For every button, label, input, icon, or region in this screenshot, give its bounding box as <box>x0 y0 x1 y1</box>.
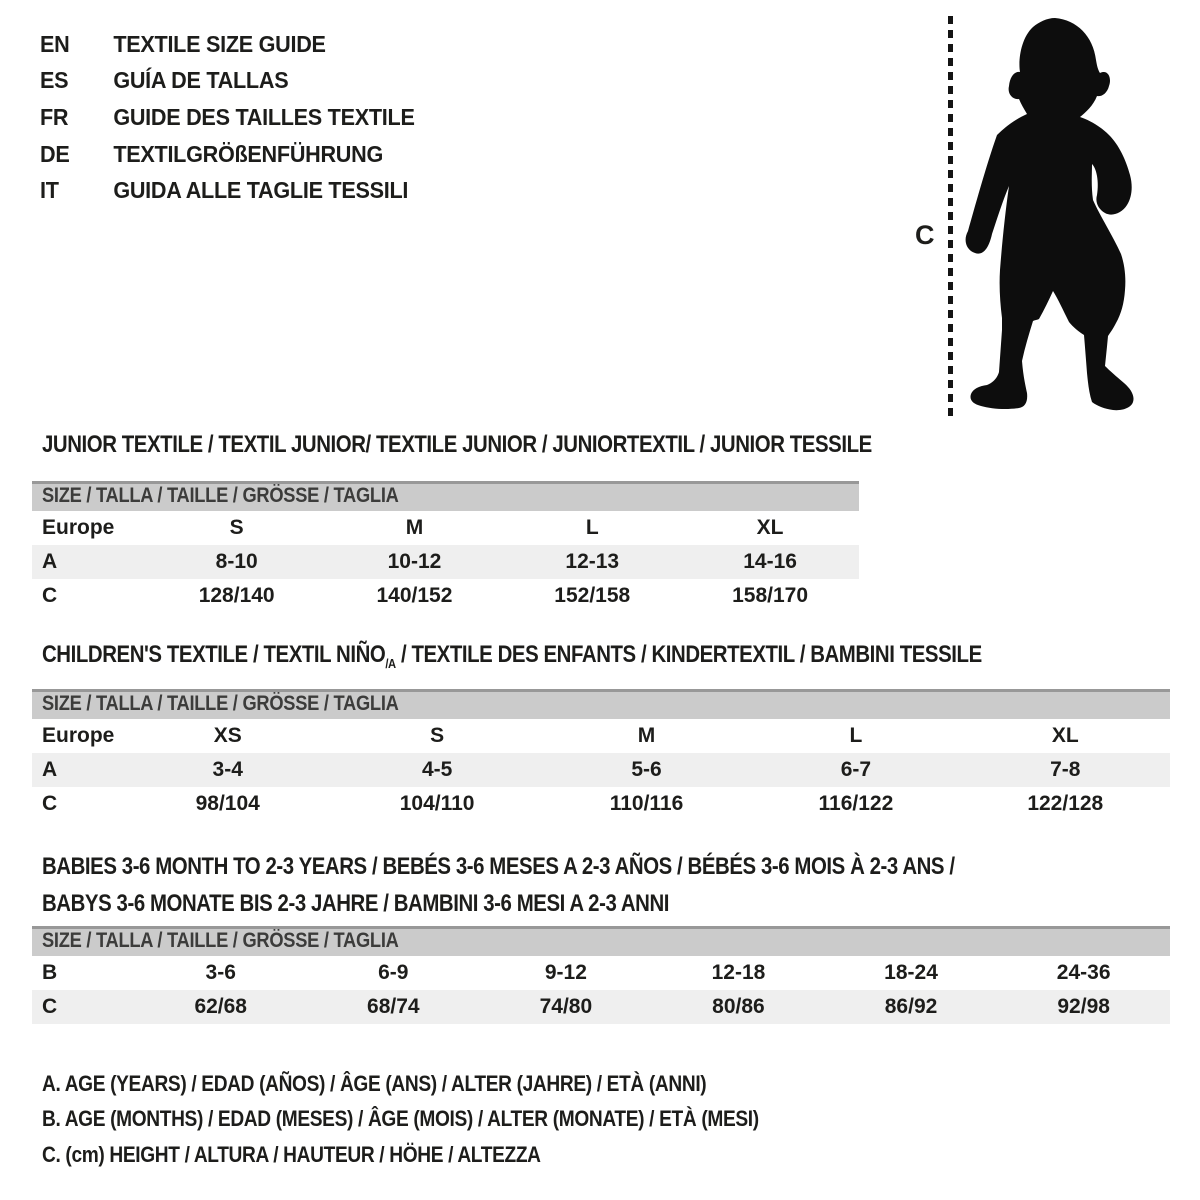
table-cell: 3-4 <box>123 753 332 787</box>
table-cell: Europe <box>42 723 115 747</box>
language-row <box>40 63 415 100</box>
table-header-label: SIZE / TALLA / TAILLE / GRÖSSE / TAGLIA <box>42 484 399 508</box>
language-title: GUÍA DE TALLAS <box>113 67 289 94</box>
children-title-pre: CHILDREN'S TEXTILE / TEXTIL NIÑO <box>42 641 386 668</box>
language-code: FR <box>40 103 69 130</box>
table-cell: 6-7 <box>751 753 960 787</box>
babies-size-table <box>32 926 1170 1024</box>
table-cell: 80/86 <box>652 990 825 1024</box>
language-code: ES <box>40 67 69 94</box>
table-cell: 24-36 <box>1056 960 1111 984</box>
table-cell: 12-13 <box>503 545 681 579</box>
table-cell: 4-5 <box>332 753 541 787</box>
children-size-table <box>32 689 1170 821</box>
table-cell: 152/158 <box>554 583 631 607</box>
language-title-list <box>40 26 439 209</box>
table-cell: S <box>430 723 445 747</box>
table-cell: XL <box>1051 723 1079 747</box>
language-code: IT <box>40 177 59 204</box>
babies-title-line2: BABYS 3-6 MONATE BIS 2-3 JAHRE / BAMBINI 3-6 MESI A 2-3 ANNI <box>42 889 670 917</box>
legend-line-b: B. AGE (MONTHS) / EDAD (MESES) / ÂGE (MOIS) / ALTER (MONATE) / ETÀ (MESI) <box>42 1106 759 1132</box>
table-cell: 9-12 <box>544 960 587 984</box>
table-cell: 92/98 <box>997 990 1170 1024</box>
table-cell: C <box>32 990 134 1024</box>
table-cell: 110/116 <box>609 791 684 815</box>
table-row <box>32 579 859 613</box>
junior-section-title: JUNIOR TEXTILE / TEXTIL JUNIOR/ TEXTILE JUNIOR / JUNIORTEXTIL / JUNIOR TESSILE <box>42 431 872 458</box>
height-dashed-line <box>948 16 953 418</box>
junior-size-table <box>32 481 859 613</box>
table-cell: 116/122 <box>818 791 894 815</box>
table-cell: 3-6 <box>205 960 236 984</box>
table-header-label: SIZE / TALLA / TAILLE / GRÖSSE / TAGLIA <box>42 692 399 716</box>
table-cell: C <box>42 791 58 815</box>
table-cell: 122/128 <box>1027 791 1104 815</box>
language-code: DE <box>40 140 70 167</box>
table-cell: 10-12 <box>326 545 504 579</box>
legend-line-c: C. (cm) HEIGHT / ALTURA / HAUTEUR / HÖHE / ALTEZZA <box>42 1141 541 1167</box>
measurement-legend <box>42 1066 866 1172</box>
language-row <box>40 172 415 209</box>
language-title: GUIDE DES TAILLES TEXTILE <box>113 103 415 130</box>
table-row <box>32 719 1170 753</box>
language-row <box>40 26 415 63</box>
language-title: TEXTILGRÖßENFÜHRUNG <box>113 140 384 167</box>
table-cell: S <box>229 515 244 539</box>
table-cell: 68/74 <box>307 990 480 1024</box>
table-cell: M <box>637 723 656 747</box>
table-row <box>32 990 1170 1024</box>
table-cell: XL <box>756 515 784 539</box>
table-cell: 104/110 <box>399 791 475 815</box>
table-cell: A <box>32 753 123 787</box>
table-cell: 6-9 <box>378 960 409 984</box>
table-cell: 158/170 <box>732 583 809 607</box>
table-cell: XS <box>213 723 242 747</box>
table-cell: M <box>405 515 424 539</box>
table-cell: 8-10 <box>148 545 326 579</box>
table-cell: 14-16 <box>681 545 859 579</box>
table-row <box>32 511 859 545</box>
table-cell: 12-18 <box>711 960 766 984</box>
table-cell: Europe <box>42 515 115 539</box>
children-section-title <box>42 641 982 678</box>
language-row <box>40 99 415 136</box>
table-cell: 128/140 <box>198 583 275 607</box>
table-cell: L <box>849 723 863 747</box>
table-cell: 74/80 <box>480 990 653 1024</box>
table-cell: 140/152 <box>376 583 453 607</box>
table-cell: L <box>585 515 599 539</box>
language-row <box>40 136 415 173</box>
table-cell: C <box>42 583 58 607</box>
children-title-sub: /A <box>385 655 396 671</box>
table-cell: 7-8 <box>961 753 1170 787</box>
language-code: EN <box>40 30 70 57</box>
table-header-label: SIZE / TALLA / TAILLE / GRÖSSE / TAGLIA <box>42 929 399 953</box>
table-cell: 18-24 <box>884 960 938 984</box>
table-cell: B <box>42 960 58 984</box>
babies-title-line1: BABIES 3-6 MONTH TO 2-3 YEARS / BEBÉS 3-6 MESES A 2-3 AÑOS / BÉBÉS 3-6 MOIS À 2-3 ANS / <box>42 853 955 880</box>
language-title: GUIDA ALLE TAGLIE TESSILI <box>113 177 409 204</box>
table-cell: 98/104 <box>195 791 260 815</box>
table-header-bar <box>32 928 1170 956</box>
children-title-post: / TEXTILE DES ENFANTS / KINDERTEXTIL / BAMBINI TESSILE <box>395 641 982 668</box>
toddler-silhouette-image <box>958 14 1138 414</box>
table-cell: A <box>32 545 148 579</box>
babies-section-title <box>42 849 955 922</box>
table-cell: 86/92 <box>825 990 998 1024</box>
table-row <box>32 753 1170 787</box>
legend-line-a: A. AGE (YEARS) / EDAD (AÑOS) / ÂGE (ANS) / ALTER (JAHRE) / ETÀ (ANNI) <box>42 1071 707 1096</box>
language-title: TEXTILE SIZE GUIDE <box>113 30 326 57</box>
table-row <box>32 545 859 579</box>
table-row <box>32 956 1170 990</box>
height-measure-label: C <box>915 220 935 250</box>
table-header-bar <box>32 691 1170 719</box>
table-cell: 5-6 <box>542 753 751 787</box>
table-cell: 62/68 <box>134 990 307 1024</box>
table-row <box>32 787 1170 821</box>
table-header-bar <box>32 483 859 511</box>
